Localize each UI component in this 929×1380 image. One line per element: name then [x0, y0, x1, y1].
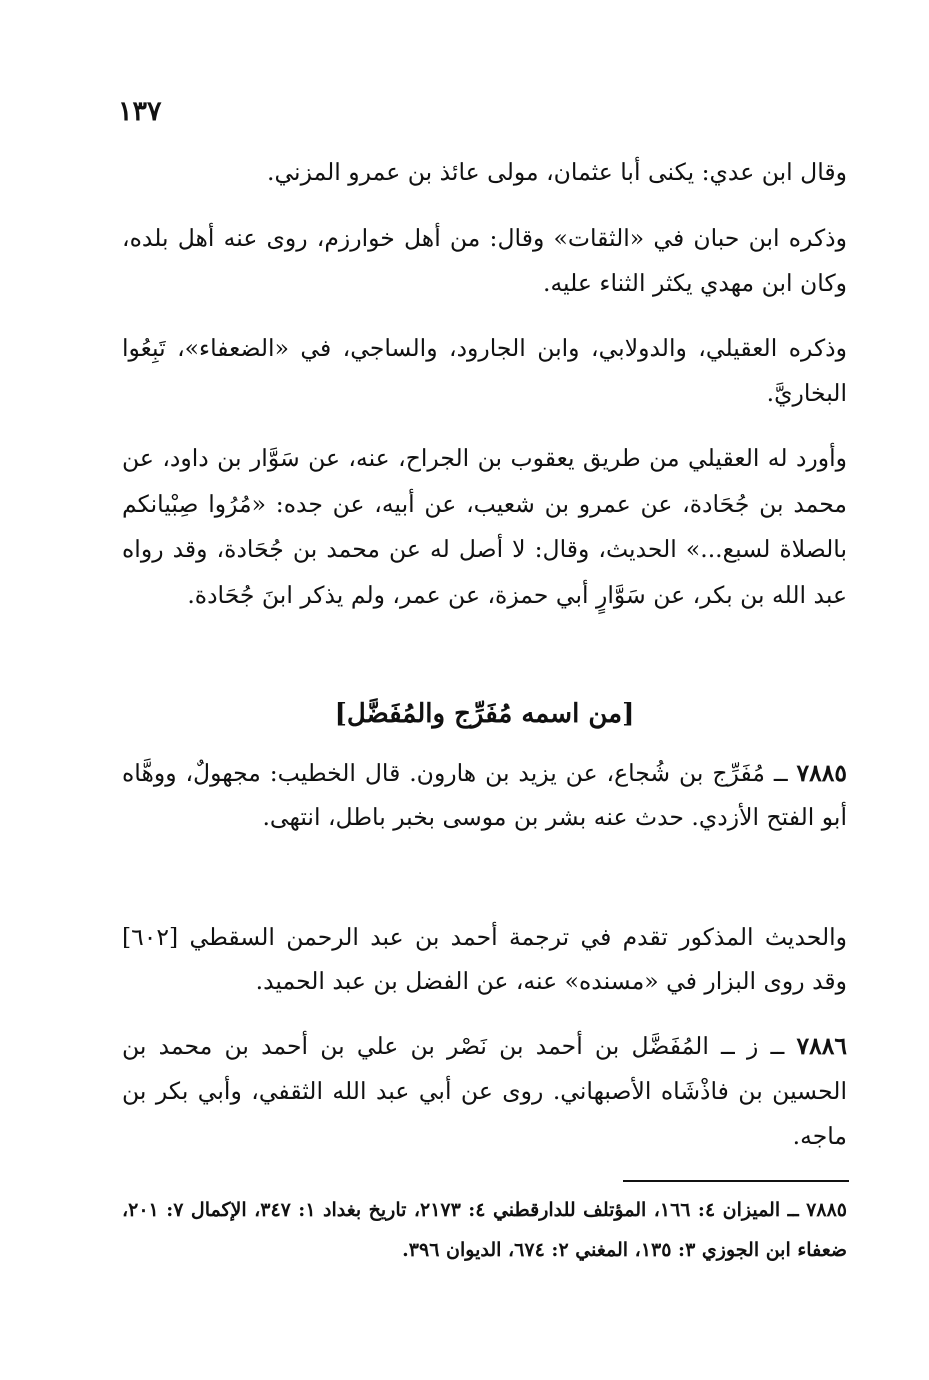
paragraph-hadith-note: والحديث المذكور تقدم في ترجمة أحمد بن عبد الرحمن السقطي [٦٠٢] وقد روى البزار في «مسنده» عنه، عن الفضل بن عبد الحميد.: [122, 923, 847, 995]
paragraph-ibn-adi: وقال ابن عدي: يكنى أبا عثمان، مولى عائذ بن عمرو المزني.: [267, 158, 847, 186]
entry-7886: [122, 1024, 847, 1159]
paragraph-uqayli-hadith: وأورد له العقيلي من طريق يعقوب بن الجراح، عنه، عن سَوَّار بن داود، عن محمد بن جُحَادة، عن عمرو بن شعيب، عن أبيه، عن جده: «مُرُوا صِبْيانكم بالصلاة لسبع...» الحديث، وقال: لا أصل له عن محمد بن جُحَادة، وقد رواه عبد الله بن بكر، عن سَوَّارٍ أبي حمزة، عن عمر، ولم يذكر ابنَ جُحَادة.: [122, 444, 847, 609]
entry-text: ــ مُفَرِّج بن شُجاع، عن يزيد بن هارون. قال الخطيب: مجهولٌ، ووهَّاه أبو الفتح الأزدي. حدث عنه بشر بن موسى بخبر باطل، انتهى.: [122, 759, 847, 831]
section-heading: [من اسمه مُفَرِّج والمُفَضَّل]: [334, 699, 635, 729]
paragraph-uqayli-mentions: وذكره العقيلي، والدولابي، وابن الجارود، والساجي، في «الضعفاء»، تَبِعُوا البخاريَّ.: [122, 334, 847, 407]
entry-number: ٧٨٨٦: [796, 1032, 847, 1060]
paragraph-ibn-hibban: وذكره ابن حبان في «الثقات» وقال: من أهل خوارزم، روى عنه أهل بلده، وكان ابن مهدي يكثر الثناء عليه.: [122, 224, 847, 297]
footnote-text: ــ الميزان ٤: ١٦٦، المؤتلف للدارقطني ٤: ٢١٧٣، تاريخ بغداد ١: ٣٤٧، الإكمال ٧: ٢٠١، ضعفاء ابن الجوزي ٣: ١٣٥، المغني ٢: ٦٧٤، الديوان ٣٩٦.: [122, 1199, 847, 1261]
entry-text: ــ ز ــ المُفَضَّل بن أحمد بن نَصْر بن علي بن أحمد بن محمد بن الحسين بن فاذْشَاه الأصبهاني. روى عن أبي عبد الله الثقفي، وأبي بكر بن ماجه.: [122, 1032, 847, 1150]
entry-7885: [122, 751, 847, 839]
entry-number: ٧٨٨٥: [796, 759, 847, 787]
page-number: ١٣٧: [118, 96, 162, 127]
footnote-number: ٧٨٨٥: [806, 1199, 847, 1221]
footnote-divider: [623, 1180, 849, 1182]
footnote: [122, 1190, 847, 1270]
